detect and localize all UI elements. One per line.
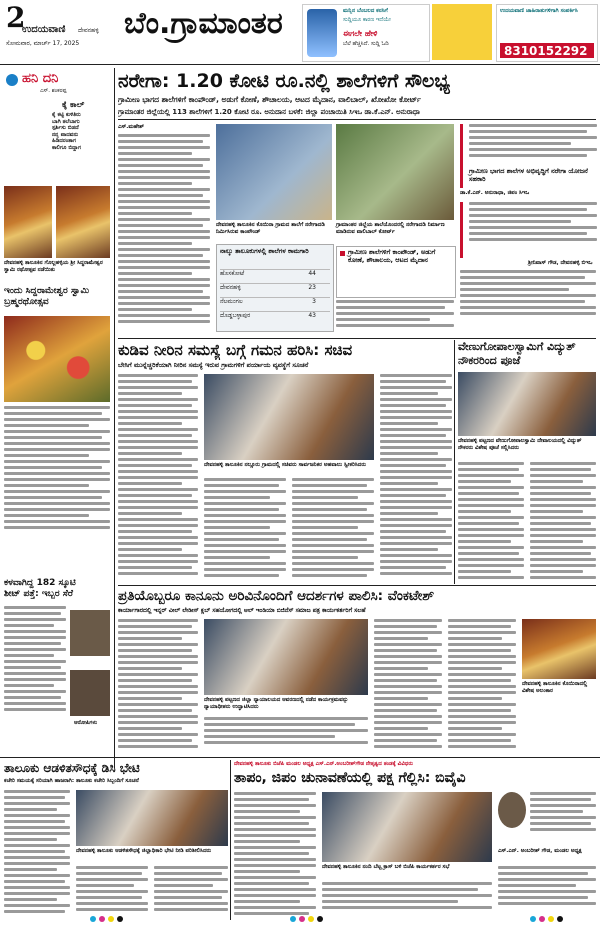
lead-story [118, 68, 596, 336]
poem-line: ಕಾಲಿಗೂ ಬಿದ್ದಾಗ [52, 144, 81, 151]
story-temple-puja [458, 340, 596, 584]
ad-center-line3: ಈಗಲೇ ಹೇಳಿ [343, 29, 378, 38]
lead-photo-1-caption: ದೇವನಹಳ್ಳಿ ತಾಲೂಕಿನ ಕೊಯಿರಾ ಗ್ರಾಮದ ಶಾಲೆಗೆ ನರೇಗಾದಡಿ ನಿರ್ಮಿಸಿರುವ ಕಾಂಪೌಂಡ್ [216, 222, 325, 235]
story-dc-subhead: ಕಚೇರಿ ಸಮಯಕ್ಕೆ ಸರಿಯಾಗಿ ಹಾಜರಾಗಿ: ತಾಲೂಕು ಕಚೇರಿ ಸಿಬ್ಬಂದಿಗೆ ಸೂಚನೆ [4, 778, 139, 784]
deity-photo-2 [56, 186, 110, 258]
ad-right-text: ಉದಯವಾಣಿ ಜಾಹಿರಾತುಗಳಿಗಾಗಿ ಸಂಪರ್ಕಿಸಿ [500, 8, 578, 14]
lead-bottom-rule [118, 338, 596, 339]
table-cell-name: ನೆಲಮಂಗಲ [220, 298, 243, 305]
ad-right[interactable] [496, 4, 598, 62]
lead-quote-text: ಗ್ರಾಮೀಣ ಭಾಗದ ಶಾಲೆಗಳ ಅಭಿವೃದ್ಧಿಗೆ ನರೇಗಾ ಯೋಜನೆ ಸಹಕಾರಿ [469, 167, 588, 183]
register-dot-magenta [299, 916, 305, 922]
register-dot-black [557, 916, 563, 922]
lead-quote-box [460, 124, 600, 188]
lead-quote2-lines [469, 202, 597, 256]
lead-byline: ಎಸ್.ಮಹೇಶ್ [118, 124, 144, 130]
ad-center-line1: ಮನ್ನಿನ ಬೆಂಬಲದ ಕನಸಿಗೆ [343, 8, 388, 14]
story-water-photo [204, 374, 374, 460]
poem-line: ನನ್ನ ಪಾದವನು [52, 131, 79, 138]
temple-deity-caption: ದೇವನಹಳ್ಳಿ ತಾಲೂಕಿನ ಕೊಯಿರಾದಲ್ಲಿ ವಿಶೇಷ ಅಲಂಕಾರ [522, 681, 588, 694]
story2-headline [4, 578, 110, 600]
story-dc-col-1 [4, 790, 70, 920]
masthead [0, 0, 600, 66]
ad-center-line4: ಬೆಲೆ ಹೆಚ್ಚಿಸಿದೆ. ಸುದ್ದಿ ಓದಿ [343, 41, 389, 47]
story-law-col-3 [374, 619, 442, 751]
story-dc-photo [76, 790, 228, 846]
lead-rule [118, 119, 596, 120]
ad-phone-image [307, 9, 337, 57]
story2-headline-line1: ಕಳವಾಗಿದ್ದ 182 ಸ್ಕೂಟಿ [4, 578, 76, 588]
brand-title: ಹನಿ ದನಿ [22, 71, 59, 86]
poem-title: ಕೈ ಕಾಲ್ [62, 100, 85, 109]
register-dot-black [317, 916, 323, 922]
lead-photo-1 [216, 124, 332, 220]
story-water-subhead: ಬೇಸಿಗೆ ಮುನ್ನೆಚ್ಚರಿಕೆಯಾಗಿ ನೀರಿನ ಸಮಸ್ಯೆ ಇರುವ ಗ್ರಾಮಗಳಿಗೆ ಪರ್ಯಾಯ ವ್ಯವಸ್ಥೆಗೆ ಸೂಚನೆ [118, 361, 309, 369]
ad-phone-number: 8310152292 [504, 44, 588, 58]
page-number: 2 [6, 1, 26, 34]
story-water-col-1 [118, 374, 198, 580]
story-dc-col-2 [76, 866, 148, 920]
story-water-col-4 [380, 374, 452, 580]
story-law-col-1 [118, 619, 198, 751]
story-law-caption: ದೇವನಹಳ್ಳಿ ಪಟ್ಟಣದ ಜಿಲ್ಲಾ ನ್ಯಾಯಾಲಯದ ಆವರಣದಲ್ಲಿ ನಡೆದ ಕಾರ್ಯಕ್ರಮವನ್ನು ನ್ಯಾಯಾಧೀಶರು ಉದ್ಘಾಟಿಸಿದರು [204, 697, 349, 710]
story-water-headline: ಕುಡಿವ ನೀರಿನ ಸಮಸ್ಯೆ ಬಗ್ಗೆ ಗಮನ ಹರಿಸಿ: ಸಚಿವ [118, 341, 353, 359]
story-temple-col-1 [458, 462, 524, 580]
brand-logo-icon [6, 74, 18, 86]
register-dot-cyan [530, 916, 536, 922]
story-bjp-caption: ದೇವನಹಳ್ಳಿ ತಾಲೂಕಿನ ನಂದಿ ಬೆಟ್ಟ ಕ್ರಾಸ್ ಬಳಿ ಬಿಜೆಪಿ ಕಾರ್ಯಕರ್ತರ ಸಭೆ [322, 864, 450, 870]
lower-rule [0, 757, 600, 758]
story2-body [4, 606, 66, 756]
lead-quote-attrib: ಡಾ.ಕೆ.ಎನ್. ಅನುರಾಧಾ, ಜಿಪಂ ಸಿಇಒ [460, 190, 530, 196]
story-law-col-2 [204, 717, 368, 751]
poem-body [52, 112, 110, 152]
story-water [118, 340, 452, 584]
story-water-col-2 [204, 478, 286, 580]
story-temple-photo [458, 372, 596, 436]
lead-quote2-attrib: ಶ್ರೀನಿವಾಸ್ ಗೌಡ, ದೇವನಹಳ್ಳಿ ಬಿಇಒ [528, 260, 593, 266]
lead-headline: ನರೇಗಾ: 1.20 ಕೋಟಿ ರೂ.ನಲ್ಲಿ ಶಾಲೆಗಳಿಗೆ ಸೌಲಭ್ಯ [118, 70, 450, 92]
accused-photo-2 [70, 670, 110, 716]
ad-phone-box [500, 43, 594, 58]
table-cell-name: ದೊಡ್ಡಬಳ್ಳಾಪುರ [220, 312, 251, 319]
rathotsava-photo [4, 316, 110, 402]
bottom-divider [230, 760, 231, 920]
accused-photo-1 [70, 610, 110, 656]
poem-line: ಸ್ಪರ್ಶಿಸು ಬಿಡದೆ [52, 125, 79, 132]
sidebar-left [4, 70, 112, 770]
lead-subhead-2: ಗ್ರಾಮಾಂತರ ಜಿಲ್ಲೆಯಲ್ಲಿ 113 ಶಾಲೆಗಳಿಗೆ 1.20 ಕೋಟಿ ರೂ. ಅನುದಾನ ಬಳಕೆ: ಜಿಲ್ಲಾ ಪಂಚಾಯಿತಿ ಸಿಇಒ ಡಾ.ಕೆ.ಎನ್. ಅನುರಾಧಾ [118, 108, 420, 116]
edition-label: ದೇವನಹಳ್ಳಿ [78, 27, 99, 34]
story-bjp-quote-attrib: ಎಸ್.ಎನ್. ಅಂಬರೀಶ್ ಗೌಡ, ಮಂಡಲ ಅಧ್ಯಕ್ಷ [498, 848, 582, 854]
temple-deity-photo [522, 619, 596, 679]
ad-yellow-box[interactable] [432, 4, 492, 60]
lead-table-row [220, 269, 330, 282]
lead-photo-2 [336, 124, 454, 220]
lead-table-row [220, 297, 330, 310]
story-bjp-col-3 [498, 866, 596, 920]
photo-caption-1: ದೇವನಹಳ್ಳಿ ತಾಲೂಕಿನ ಗೊಲ್ಲಹಳ್ಳಿಯ ಶ್ರೀ ಸಿದ್ಧರಾಮೇಶ್ವರ ಸ್ವಾಮಿ ರಥೋತ್ಸವ ನಡೆಯಿತು [4, 260, 103, 273]
story-bjp [234, 760, 596, 924]
table-cell-value: 43 [308, 312, 316, 319]
lead-col-3 [460, 270, 596, 334]
table-cell-value: 44 [308, 270, 316, 277]
story-bjp-kicker: ದೇವನಹಳ್ಳಿ ತಾಲೂಕು ಬಿಜೆಪಿ ಮಂಡಲ ಅಧ್ಯಕ್ಷ ಎಸ್.ಎನ್.ಅಂಬರೀಶ್‌ಗೌಡ ನೇತೃತ್ವದ ತಂಡಕ್ಕೆ ವಿವಿಧರು [234, 761, 413, 767]
register-dot-cyan [290, 916, 296, 922]
lead-quote-lines [469, 124, 597, 168]
register-dot-yellow [548, 916, 554, 922]
section-title: ಬೆಂ.ಗ್ರಾಮಾಂತರ [124, 6, 283, 41]
register-dot-black [117, 916, 123, 922]
story-dc-col-3 [154, 866, 228, 920]
story-bjp-portrait [498, 792, 526, 828]
story-law-subhead: ಕಾರ್ಯಾಗಾರದಲ್ಲಿ ಇನ್ನರ್ ವೀಲ್ ಲೇಡೀಸ್ ಕ್ಲಬ್ ಸಹಯೋಗದಲ್ಲಿ ಆಲ್ ಇಂಡಿಯಾ ಬಿಜಿನೆಸ್ ಸಮಾಜ ಪತ್ರ ಕಾರ್ಯಕರ್ತರಿಗೆ ಸಲಹೆ [118, 607, 366, 614]
story-law [118, 587, 596, 755]
accused-caption: ಆರೋಪಿಗಳು [74, 720, 98, 726]
lead-bullet-text: ಗ್ರಾಮೀಣ ಶಾಲೆಗಳಿಗೆ ಕಾಂಪೌಂಡ್, ಅಡುಗೆ ಕೋಣೆ, ಶೌಚಾಲಯ, ಆಟದ ಮೈದಾನ [348, 248, 436, 264]
registration-marks [90, 916, 590, 924]
lead-col-2 [336, 300, 454, 334]
story-bjp-col-1 [234, 792, 316, 920]
table-cell-name: ದೇವನಹಳ್ಳಿ [220, 284, 241, 291]
lead-subhead-1: ಗ್ರಾಮೀಣ ಭಾಗದ ಶಾಲೆಗಳಿಗೆ ಕಾಂಪೌಂಡ್, ಅಡುಗೆ ಕೋಣೆ, ಶೌಚಾಲಯ, ಆಟದ ಮೈದಾನ, ವಾಲಿಬಾಲ್, ಖೋಖೋ ಕೋರ್ಟ್ [118, 95, 421, 104]
lead-table [216, 244, 334, 332]
lead-photo-2-caption: ಗ್ರಾಮಾಂತರ ಜಿಲ್ಲೆಯ ಶಾಲೆಯೊಂದರಲ್ಲಿ ನರೇಗಾದಡಿ ನಿರ್ಮಾಣ ಮಾಡಿರುವ ವಾಲಿಬಾಲ್ ಕೋರ್ಟ್ [336, 222, 445, 235]
lead-table-title: ನಾಲ್ಕು ತಾಲೂಕುಗಳಲ್ಲಿ ಶಾಲೆಗಳ ಕಾಮಗಾರಿ [220, 247, 309, 255]
deity-photo-1 [4, 186, 52, 258]
lead-table-row [220, 311, 330, 324]
story-bjp-headline: ತಾಪಂ, ಜಿಪಂ ಚುನಾವಣೆಯಲ್ಲಿ ಪಕ್ಷ ಗೆಲ್ಲಿಸಿ: ಬಿವೈವಿ [234, 770, 466, 786]
table-cell-value: 3 [312, 298, 316, 305]
mid-rule [118, 585, 596, 586]
sidebar-divider [114, 68, 115, 768]
story-dc-headline: ತಾಲೂಕು ಆಡಳಿತಸೌಧಕ್ಕೆ ಡಿಸಿ ಭೇಟಿ [4, 761, 140, 775]
story-temple-headline: ವೇಣುಗೋಪಾಲಸ್ವಾಮಿಗೆ ವಿದ್ಯುತ್ ನೌಕರರಿಂದ ಪೂಜೆ [458, 340, 576, 367]
story1-body [4, 406, 110, 576]
story-water-divider [454, 340, 455, 584]
issue-date: ಸೋಮವಾರ, ಮಾರ್ಚ್ 17, 2025 [6, 40, 80, 47]
story-temple-caption: ದೇವನಹಳ್ಳಿ ಪಟ್ಟಣದ ವೇಣುಗೋಪಾಲಸ್ವಾಮಿ ದೇವಾಲಯದಲ್ಲಿ ವಿದ್ಯುತ್ ನೌಕರರು ವಿಶೇಷ ಪೂಜೆ ಸಲ್ಲಿಸಿದರು [458, 438, 582, 451]
lead-quote2-box [460, 202, 599, 258]
register-dot-cyan [90, 916, 96, 922]
story1-headline: ಇಂದು ಸಿದ್ದರಾಮೇಶ್ವರ ಸ್ವಾಮಿ ಬ್ರಹ್ಮರಥೋತ್ಸವ [4, 286, 90, 307]
story-water-photo-caption: ದೇವನಹಳ್ಳಿ ತಾಲೂಕಿನ ನಲ್ಲೂರು ಗ್ರಾಮದಲ್ಲಿ ಸಚಿವರು ಸಾರ್ವಜನಿಕರ ಅಹವಾಲು ಸ್ವೀಕರಿಸಿದರು [204, 462, 367, 468]
ad-center[interactable] [302, 4, 430, 62]
story-dc-visit [4, 760, 228, 924]
masthead-divider [0, 64, 600, 65]
story-bjp-col-2 [322, 882, 492, 920]
brand-subtitle: ಎಸ್. ಶಂಕರಪ್ಪ [40, 88, 67, 94]
story-bjp-quote [530, 792, 596, 844]
register-dot-yellow [108, 916, 114, 922]
story-law-headline: ಪ್ರತಿಯೊಬ್ಬರೂ ಕಾನೂನು ಅರಿವಿನೊಂದಿಗೆ ಆದರ್ಶಗಳ ಪಾಲಿಸಿ: ವೆಂಕಟೇಶ್ [118, 588, 435, 604]
bullet-icon [340, 251, 345, 256]
register-dot-magenta [99, 916, 105, 922]
story-temple-col-2 [530, 462, 596, 580]
lead-bullet-box [336, 246, 456, 298]
lead-table-row [220, 283, 330, 296]
ad-center-line2: ಸುದ್ದಿಯೂ ಕಾರಣ ಇದೆಯೇ [343, 17, 391, 23]
story-law-col-4 [448, 619, 516, 751]
lead-col-1 [118, 134, 210, 334]
table-cell-value: 23 [308, 284, 316, 291]
story-water-col-3 [292, 478, 374, 580]
story-dc-caption: ದೇವನಹಳ್ಳಿ ತಾಲೂಕು ಆಡಳಿತಸೌಧಕ್ಕೆ ಜಿಲ್ಲಾಧಿಕಾರಿ ಭೇಟಿ ನೀಡಿ ಪರಿಶೀಲಿಸಿದರು [76, 848, 212, 854]
register-dot-magenta [539, 916, 545, 922]
paper-name: ಉದಯವಾಣಿ [22, 24, 66, 35]
poem-line: ಬಾಗಿ ತಲೆಬಾಗು [52, 118, 80, 125]
story-law-photo [204, 619, 368, 695]
story-bjp-photo [322, 792, 492, 862]
poem-line: ಹಿಡಿದರಂತಾಗ [52, 138, 76, 145]
table-cell-name: ಹೊಸಕೋಟೆ [220, 270, 245, 277]
register-dot-yellow [308, 916, 314, 922]
poem-line: ಕೈ ಕಟ್ಟಿ ಕುಳಿತಿರು [52, 112, 81, 118]
story2-headline-line2: ಶೀಟ್ ಪತ್ತೆ: ಇಬ್ಬರ ಸೆರೆ [4, 589, 73, 599]
